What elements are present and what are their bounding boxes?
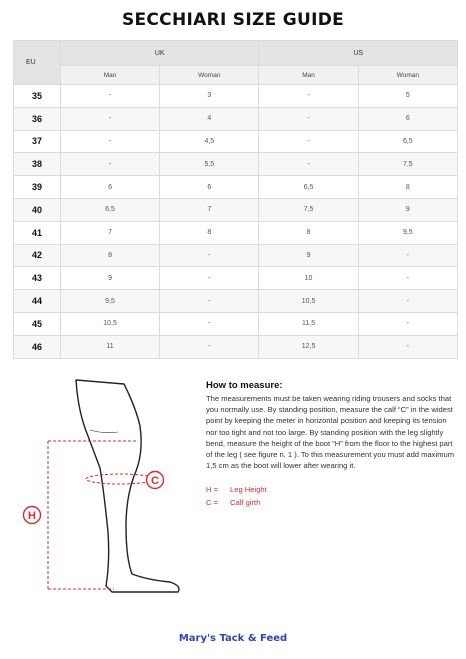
table-row	[14, 198, 458, 221]
uk-man-header: Man	[60, 66, 159, 85]
uk-woman-header: Woman	[160, 66, 259, 85]
h-marker-label: H	[28, 510, 36, 522]
eu-size: 39	[14, 176, 61, 199]
us-woman-size: 6	[358, 107, 457, 130]
eu-size: 38	[14, 153, 61, 176]
calf-girth-ellipse	[86, 474, 154, 484]
size-table	[13, 40, 458, 359]
table-row	[14, 221, 458, 244]
uk-woman-size: 7	[160, 198, 259, 221]
us-man-header: Man	[259, 66, 358, 85]
c-marker-label: C	[151, 475, 159, 487]
uk-woman-size: 6	[160, 176, 259, 199]
legend-value: Leg Height	[230, 485, 267, 495]
uk-woman-size: -	[160, 267, 259, 290]
uk-woman-size: 8	[160, 221, 259, 244]
us-man-size: -	[259, 107, 358, 130]
eu-size: 45	[14, 312, 61, 335]
eu-size: 37	[14, 130, 61, 153]
us-man-size: 6,5	[259, 176, 358, 199]
eu-size: 44	[14, 290, 61, 313]
table-row	[14, 130, 458, 153]
uk-woman-size: 4	[160, 107, 259, 130]
uk-woman-size: 5,5	[160, 153, 259, 176]
legend-key: H =	[206, 485, 219, 495]
eu-size: 43	[14, 267, 61, 290]
table-row	[14, 176, 458, 199]
legend	[206, 483, 458, 509]
uk-woman-size: -	[160, 244, 259, 267]
table-row	[14, 107, 458, 130]
us-header: US	[259, 41, 458, 66]
us-man-size: -	[259, 153, 358, 176]
uk-man-size: -	[60, 107, 159, 130]
uk-woman-size: -	[160, 312, 259, 335]
eu-size: 36	[14, 107, 61, 130]
legend-item	[206, 483, 458, 496]
table-row	[14, 153, 458, 176]
leg-measurement-diagram	[14, 372, 190, 606]
eu-size: 40	[14, 198, 61, 221]
us-man-size: 10,5	[259, 290, 358, 313]
eu-size: 35	[14, 85, 61, 108]
us-woman-size: 9,5	[358, 221, 457, 244]
us-woman-size: -	[358, 335, 457, 358]
uk-woman-size: -	[160, 290, 259, 313]
table-row	[14, 290, 458, 313]
us-woman-header: Woman	[358, 66, 457, 85]
uk-woman-size: 4,5	[160, 130, 259, 153]
legend-value: Calf girth	[230, 498, 261, 508]
uk-woman-size: -	[160, 335, 259, 358]
legend-item	[206, 496, 458, 509]
us-woman-size: 5	[358, 85, 457, 108]
eu-size: 42	[14, 244, 61, 267]
eu-size: 41	[14, 221, 61, 244]
eu-size: 46	[14, 335, 61, 358]
us-woman-size: -	[358, 312, 457, 335]
uk-man-size: -	[60, 153, 159, 176]
instructions-body: The measurements must be taken wearing riding trousers and socks that you normally use. By standing position, measure the calf “C” in the widest point by keeping the meter in horizontal position and keeping its tension nor too tight and not too large. By standing position with the leg slightly bend, measure the height of the boot “H” from the floor to the highest part of the leg ( see figure n. 1 ). To this measurement you must add maximum 1,5 cm as the boot will lower after wearing it.	[206, 394, 455, 471]
us-man-size: 10	[259, 267, 358, 290]
us-man-size: 7,5	[259, 198, 358, 221]
us-woman-size: 9	[358, 198, 457, 221]
uk-man-size: 11	[60, 335, 159, 358]
table-row	[14, 85, 458, 108]
table-row	[14, 312, 458, 335]
uk-woman-size: 3	[160, 85, 259, 108]
store-name-footer: Mary's Tack & Feed	[178, 633, 288, 644]
instructions-block	[206, 380, 458, 509]
uk-man-size: 10,5	[60, 312, 159, 335]
uk-man-size: 8	[60, 244, 159, 267]
uk-man-size: 6	[60, 176, 159, 199]
eu-header: EU	[14, 41, 61, 85]
us-man-size: -	[259, 85, 358, 108]
us-woman-size: 8	[358, 176, 457, 199]
us-man-size: 12,5	[259, 335, 358, 358]
uk-man-size: 7	[60, 221, 159, 244]
instructions-heading: How to measure:	[206, 380, 283, 391]
uk-header: UK	[60, 41, 259, 66]
uk-man-size: 6,5	[60, 198, 159, 221]
uk-man-size: 9	[60, 267, 159, 290]
table-row	[14, 244, 458, 267]
us-man-size: -	[259, 130, 358, 153]
knee-line	[90, 430, 118, 433]
uk-man-size: -	[60, 130, 159, 153]
us-woman-size: -	[358, 267, 457, 290]
table-row	[14, 267, 458, 290]
us-man-size: 11,5	[259, 312, 358, 335]
us-man-size: 9	[259, 244, 358, 267]
us-woman-size: 6,5	[358, 130, 457, 153]
us-man-size: 8	[259, 221, 358, 244]
uk-man-size: -	[60, 85, 159, 108]
leg-outline	[76, 380, 179, 592]
legend-key: C =	[206, 498, 219, 508]
us-woman-size: 7,5	[358, 153, 457, 176]
page-title: SECCHIARI SIZE GUIDE	[121, 10, 345, 30]
us-woman-size: -	[358, 290, 457, 313]
table-row	[14, 335, 458, 358]
us-woman-size: -	[358, 244, 457, 267]
uk-man-size: 9,5	[60, 290, 159, 313]
